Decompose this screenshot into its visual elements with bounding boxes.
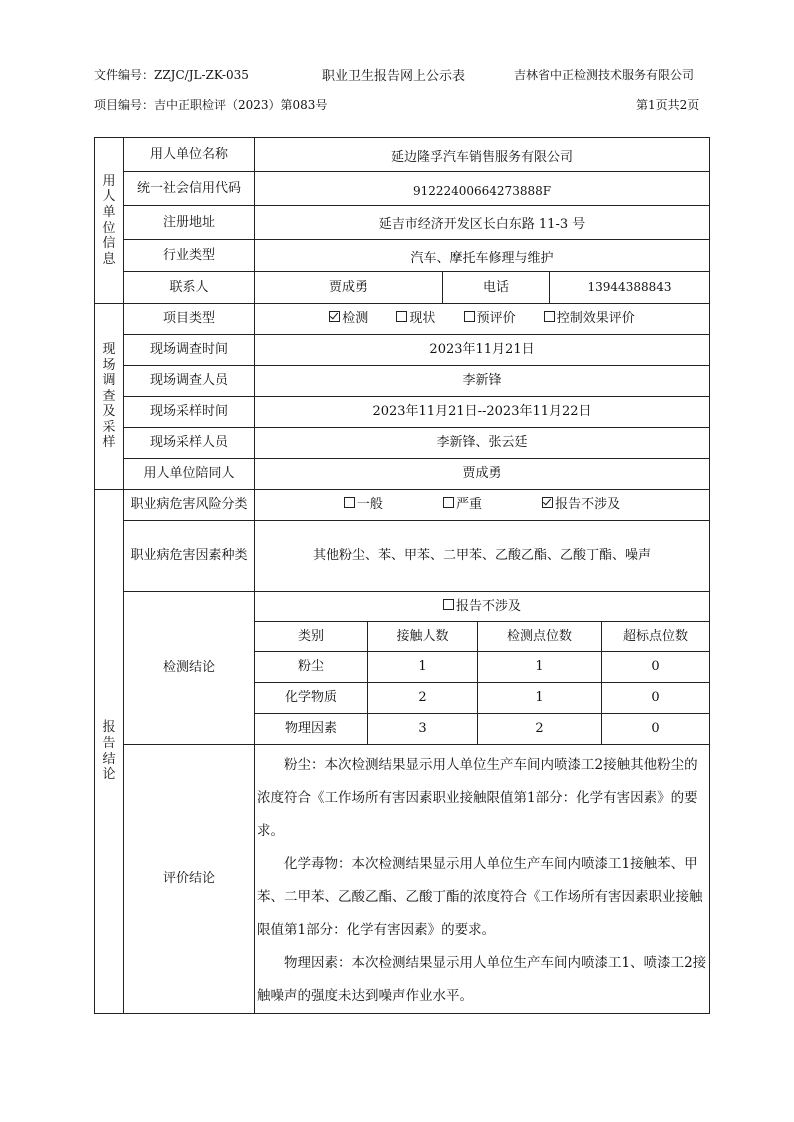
- evaluation-conclusion: [255, 745, 710, 1014]
- checkbox-icon: [344, 497, 355, 508]
- evaluation-paragraph: 物理因素：本次检测结果显示用人单位生产车间内喷漆工1、喷漆工2接触噪声的强度未达到噪声作业水平。: [257, 955, 707, 1004]
- checkbox-checked-icon: [542, 497, 553, 508]
- project-type-option[interactable]: 预评价: [464, 311, 516, 327]
- file-number: 文件编号：ZZJC/JL-ZK-035: [94, 68, 249, 82]
- survey-time-label: 现场调查时间: [124, 335, 255, 366]
- not-involved-option[interactable]: 报告不涉及: [255, 592, 710, 622]
- address-label: 注册地址: [124, 206, 255, 240]
- sampling-time-label: 现场采样时间: [124, 397, 255, 428]
- employer-name: 延边隆孚汽车销售服务有限公司: [255, 138, 710, 172]
- table-row: 物理因素 3 2 0: [95, 714, 710, 745]
- checkbox-checked-icon: [329, 311, 340, 322]
- checkbox-icon: [443, 599, 454, 610]
- escort: 贾成勇: [255, 459, 710, 490]
- table-row: 粉尘 1 1 0: [95, 652, 710, 683]
- surveyor: 李新锋: [255, 366, 710, 397]
- sampler-label: 现场采样人员: [124, 428, 255, 459]
- column-header: 超标点位数: [602, 622, 710, 652]
- document-title: 职业卫生报告网上公示表: [322, 69, 466, 84]
- evaluation-paragraph: 化学毒物：本次检测结果显示用人单位生产车间内喷漆工1接触苯、甲苯、二甲苯、乙酸乙酯、乙酸丁酯的浓度符合《工作场所有害因素职业接触限值第1部分：化学有害因素》的要求。: [257, 856, 703, 938]
- employer-name-label: 用人单位名称: [124, 138, 255, 172]
- sampling-time: 2023年11月21日--2023年11月22日: [255, 397, 710, 428]
- checkbox-icon: [443, 497, 454, 508]
- report-section-label: 报 告 结 论: [95, 490, 124, 1014]
- survey-section-label: 现 场 调 查 及 采 样: [95, 304, 124, 490]
- disclosure-table: [94, 137, 710, 1014]
- detection-conclusion-label: 检测结论: [124, 592, 255, 745]
- project-type-option[interactable]: 检测: [329, 311, 368, 327]
- hazard-factor-label: 职业病危害因素种类: [124, 521, 255, 592]
- project-type-option[interactable]: 控制效果评价: [544, 311, 635, 327]
- registered-address: 延吉市经济开发区长白东路 11-3 号: [255, 206, 710, 240]
- hazard-factors: 其他粉尘、苯、甲苯、二甲苯、乙酸乙酯、乙酸丁酯、噪声: [255, 521, 710, 592]
- risk-option[interactable]: 一般: [344, 497, 383, 513]
- table-row: 化学物质 2 1 0: [95, 683, 710, 714]
- project-number: 项目编号：吉中正职检评（2023）第083号: [94, 98, 328, 112]
- checkbox-icon: [544, 311, 555, 322]
- project-type-option[interactable]: 现状: [396, 311, 435, 327]
- survey-time: 2023年11月21日: [255, 335, 710, 366]
- employer-section-label: 用 人 单 位 信 息: [95, 138, 124, 304]
- industry-label: 行业类型: [124, 240, 255, 272]
- industry-type: 汽车、摩托车修理与维护: [255, 240, 710, 272]
- evaluation-paragraph: 粉尘：本次检测结果显示用人单位生产车间内喷漆工2接触其他粉尘的浓度符合《工作场所有害因素职业接触限值第1部分：化学有害因素》的要求。: [257, 757, 698, 839]
- company-name: 吉林省中正检测技术服务有限公司: [514, 68, 695, 82]
- evaluation-conclusion-label: 评价结论: [124, 745, 255, 1014]
- escort-label: 用人单位陪同人: [124, 459, 255, 490]
- surveyor-label: 现场调查人员: [124, 366, 255, 397]
- phone-number: 13944388843: [550, 272, 710, 304]
- risk-option[interactable]: 报告不涉及: [542, 497, 620, 513]
- risk-class-label: 职业病危害风险分类: [124, 490, 255, 521]
- column-header: 检测点位数: [478, 622, 602, 652]
- phone-label: 电话: [443, 272, 550, 304]
- project-type-options: [255, 304, 710, 335]
- column-header: 接触人数: [368, 622, 478, 652]
- column-header: 类别: [255, 622, 368, 652]
- risk-option[interactable]: 严重: [443, 497, 482, 513]
- credit-code: 91222400664273888F: [255, 172, 710, 206]
- checkbox-icon: [396, 311, 407, 322]
- project-type-label: 项目类型: [124, 304, 255, 335]
- sampler: 李新锋、张云廷: [255, 428, 710, 459]
- page-info: 第1页共2页: [636, 98, 700, 112]
- checkbox-icon: [464, 311, 475, 322]
- credit-code-label: 统一社会信用代码: [124, 172, 255, 206]
- contact-label: 联系人: [124, 272, 255, 304]
- risk-class-options: [255, 490, 710, 521]
- contact-person: 贾成勇: [255, 272, 443, 304]
